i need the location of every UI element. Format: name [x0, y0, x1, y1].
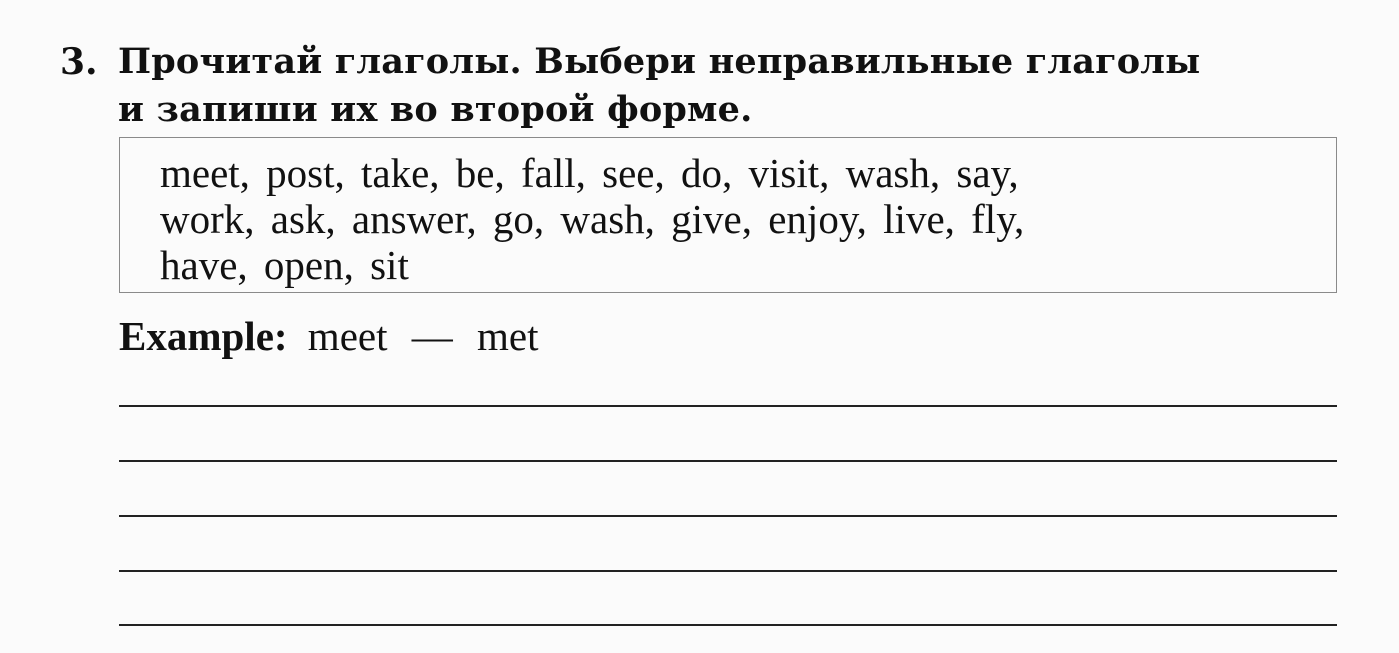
example-row	[119, 311, 538, 361]
verb-list-box	[119, 137, 1337, 293]
answer-line-2[interactable]	[119, 460, 1337, 462]
verb-list-line: work, ask, answer, go, wash, give, enjoy, live, fly,	[160, 196, 1025, 242]
answer-line-5[interactable]	[119, 624, 1337, 626]
answer-line-3[interactable]	[119, 515, 1337, 517]
example-past-verb: met	[476, 313, 539, 359]
answer-line-4[interactable]	[119, 570, 1337, 572]
verb-list-line: have, open, sit	[160, 242, 409, 288]
instruction-line: Прочитай глаголы. Выбери неправильные глаголы	[118, 41, 1201, 82]
example-dash: —	[411, 313, 453, 359]
answer-line-1[interactable]	[119, 405, 1337, 407]
instruction-line: и запиши их во второй форме.	[118, 89, 753, 130]
task-number: 3.	[60, 41, 98, 83]
verb-list-line: meet, post, take, be, fall, see, do, visit, wash, say,	[160, 150, 1019, 196]
example-label: Example:	[119, 313, 288, 359]
example-base-verb: meet	[307, 313, 388, 359]
task-instruction	[118, 38, 1318, 134]
